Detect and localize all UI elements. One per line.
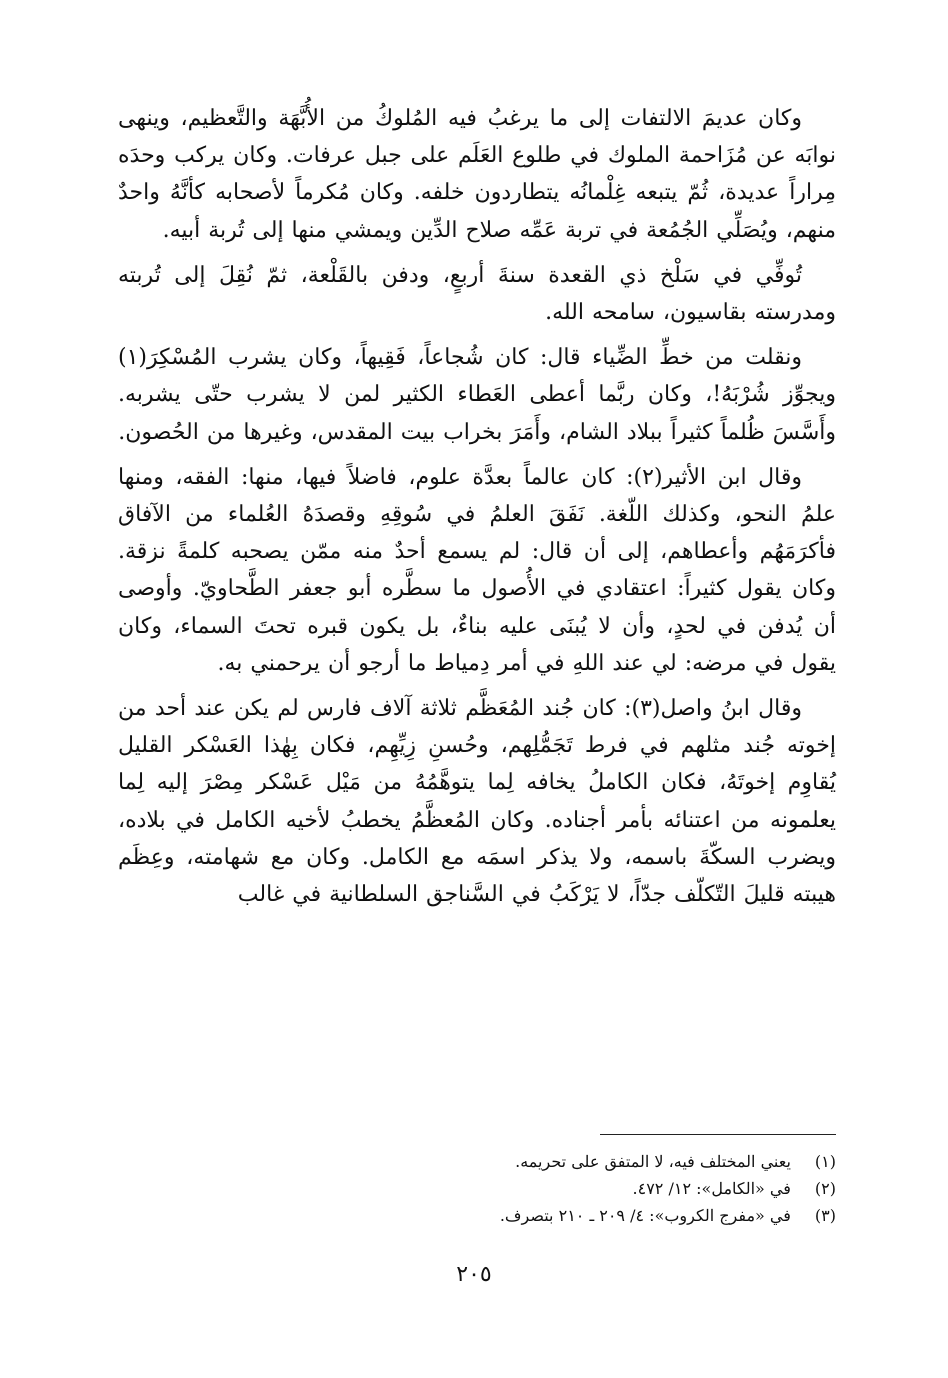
footnote-number: (٣)	[814, 1206, 836, 1225]
paragraph-2: تُوفِّي في سَلْخ ذي القعدة سنةَ أربعٍ، ودفن بالقَلْعة، ثمّ نُقِلَ إلى تُربته ومدرسته بقاسيون، سامحه الله.	[118, 262, 836, 326]
footnote-number: (١)	[814, 1152, 836, 1171]
footnotes	[118, 1148, 836, 1229]
footnote-text: يعني المختلف فيه، لا المتفق على تحريمه.	[515, 1152, 791, 1171]
footnote-number: (٢)	[814, 1179, 836, 1198]
paragraph-4: وقال ابن الأثير(٢): كان عالماً بعدَّة علوم، فاضلاً فيها، منها: الفقه، ومنها علمُ النحو، وكذلك اللّغة. نَفَقَ العلمُ في سُوقِهِ وقصدَهُ العُلماء من الآفاق فأكرَمَهُم وأعطاهم، إلى أن قال: لم يسمع أحدٌ منه ممّن يصحبه كلمةً نزقة. وكان يقول كثيراً: اعتقادي في الأُصول ما سطَّره أبو جعفر الطَّحاويّ. وأوصى أن يُدفن في لحدٍ، وأن لا يُبنَى عليه بناءٌ، بل يكون قبره تحتَ السماء، وكان يقول في مرضه: لي عند اللهِ في أمر دِمياط ما أرجو أن يرحمني به.	[118, 464, 836, 676]
footnote-text: في «الكامل»: ١٢/ ٤٧٢.	[632, 1179, 791, 1198]
paragraph-1: وكان عديمَ الالتفات إلى ما يرغبُ فيه المُلوكُ من الأُبَّهَة والتَّعظيم، وينهى نوابَه عن مُزَاحمة الملوك في طلوع العَلَم على جبل عرفات. وكان يركب وحدَه مِراراً عديدة، ثُمّ يتبعه غِلْمانُه يتطاردون خلفه. وكان مُكرماً لأصحابه كأنَّهُ واحدٌ منهم، ويُصَلِّي الجُمُعة في تربة عَمِّه صلاح الدِّين ويمشي منها إلى تُربة أبيه.	[118, 106, 836, 243]
footnote-1	[118, 1148, 836, 1175]
main-text	[118, 100, 836, 921]
footnote-3	[118, 1202, 836, 1229]
paragraph-5: وقال ابنُ واصل(٣): كان جُند المُعَظَّم ثلاثة آلاف فارس لم يكن عند أحد من إخوته جُند مثلهم في فرط تَجَمُّلِهم، وحُسنِ زِيِّهِم، فكان بِهٰذا العَسْكر القليل يُقاوِم إخوتَهُ، فكان الكاملُ يخافه لِما يتوهَّمُهُ من مَيْل عَسْكر مِصْرَ إليه لِما يعلمونه من اعتنائه بأمر أجناده. وكان المُعظَّمُ يخطبُ لأخيه الكامل في بلاده، ويضرب السكّةَ باسمه، ولا يذكر اسمَه مع الكامل. وكان مع شهامته، وعِظَم هيبته قليلَ التّكلّف جدّاً، لا يَرْكَبُ في السَّناجق السلطانية في غالب	[118, 696, 836, 908]
footnote-text: في «مفرج الكروب»: ٤/ ٢٠٩ ـ ٢١٠ بتصرف.	[499, 1206, 791, 1225]
page-number: ٢٠٥	[456, 1262, 492, 1287]
footnote-2	[118, 1175, 836, 1202]
footnote-separator	[600, 1134, 836, 1135]
paragraph-3: ونقلت من خطِّ الضِّياء قال: كان شُجاعاً، فَقِيهاً، وكان يشرب المُسْكِرَ(١) ويجوِّز شُرْبَهُ!، وكان ربَّما أعطى العَطاء الكثير لمن لا يشرب حتّى يشربه. وأَسَّسَ ظُلماً كثيراً ببلاد الشام، وأَمَرَ بخراب بيت المقدس، وغيرها من الحُصون.	[118, 345, 836, 445]
